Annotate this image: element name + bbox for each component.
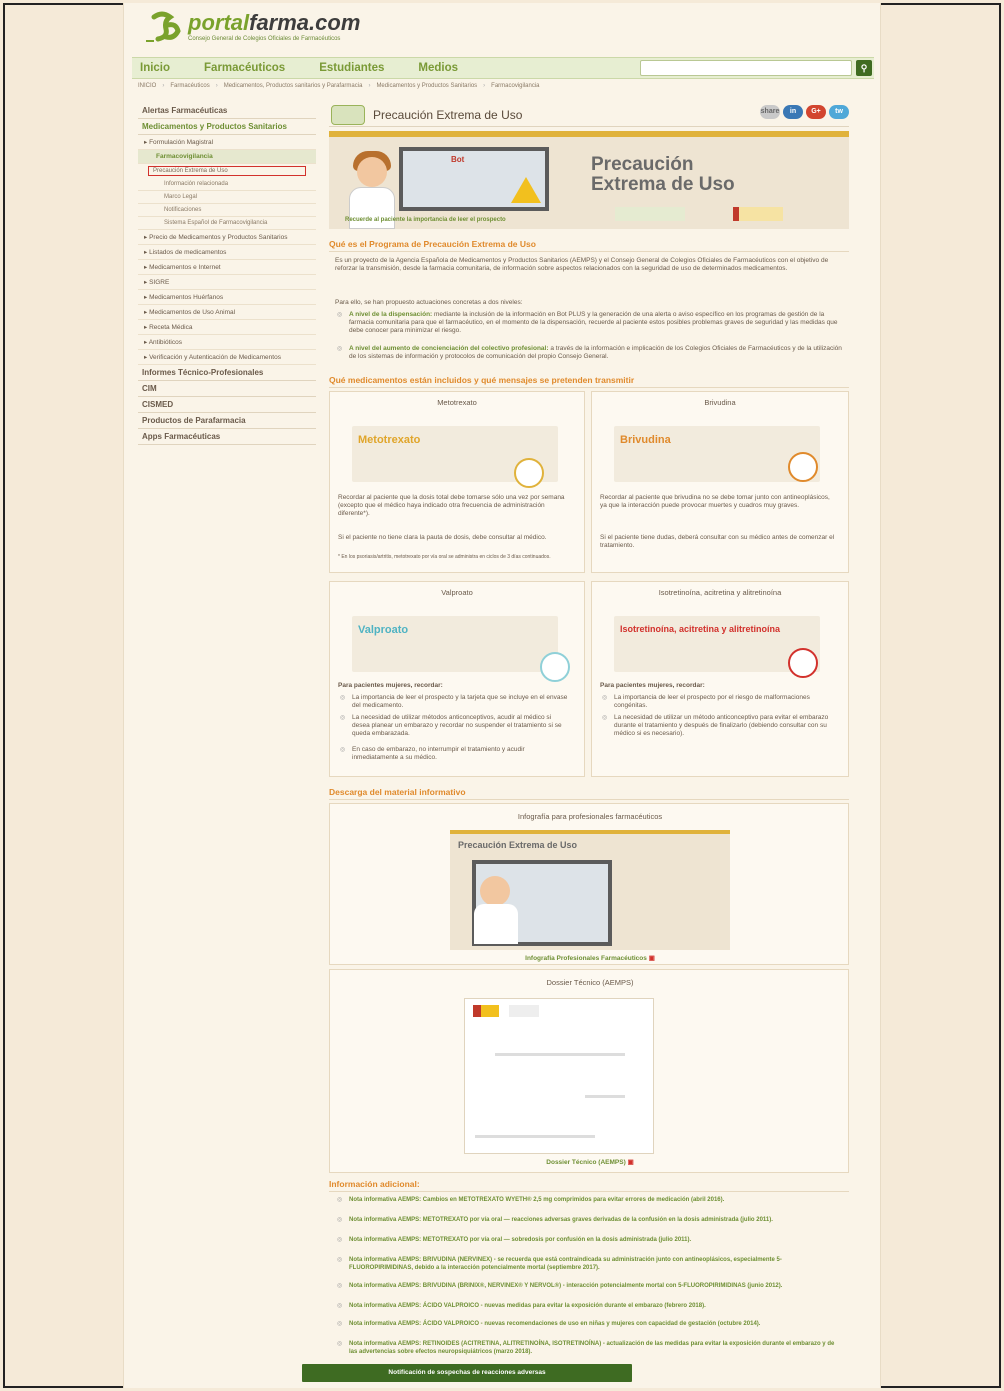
sidebar-heading[interactable]: Informes Técnico-Profesionales xyxy=(138,365,316,381)
social-share xyxy=(760,105,849,119)
sidebar-heading[interactable]: CIM xyxy=(138,381,316,397)
breadcrumb-item[interactable]: INICIO xyxy=(138,83,157,89)
sidebar-item[interactable]: ▸ Medicamentos Huérfanos xyxy=(138,290,316,305)
info-link[interactable]: ◎ Nota informativa AEMPS: ÁCIDO VALPROICO - nuevas recomendaciones de uso en niñas y mujeres con capacidad de gestación (octubre 2014). xyxy=(335,1321,843,1329)
google-plus-icon[interactable]: G+ xyxy=(806,105,826,119)
sidebar-item[interactable]: ▸ Receta Médica xyxy=(138,320,316,335)
warning-icon xyxy=(511,177,541,203)
card-metotrexato: Metotrexato Metotrexato Recordar al paciente que la dosis total debe tomarse sólo una vez por semana (excepto que el médico haya indicado otra frecuencia de administración diferente*). Si el paciente no tiene clara la pauta de dosis, debe consultar al médico. * En los psoriasis/artritis, metotrexato por vía oral se administra en ciclos de 3 días continuados. xyxy=(329,391,585,573)
sidebar-alertas[interactable]: Alertas Farmacéuticas xyxy=(138,103,316,119)
breadcrumb-item[interactable]: Medicamentos y Productos Sanitarios xyxy=(376,83,478,89)
banner-caption: Recuerde al paciente la importancia de leer el prospecto xyxy=(345,217,506,223)
pdf-icon: ▣ xyxy=(648,955,655,962)
card-title: Valproato xyxy=(441,588,473,597)
linkedin-icon[interactable]: in xyxy=(783,105,803,119)
title-row xyxy=(329,103,849,127)
info-link[interactable]: ◎ Nota informativa AEMPS: Cambios en METOTREXATO WYETH® 2,5 mg comprimidos para evitar errores de medicación (abril 2016). xyxy=(335,1197,843,1205)
sidebar-heading[interactable]: Productos de Parafarmacia xyxy=(138,413,316,429)
banner-title: Precaución Extrema de Uso xyxy=(591,154,735,195)
nav-inicio[interactable]: Inicio xyxy=(140,62,171,74)
nav-medios[interactable]: Medios xyxy=(418,62,459,74)
twitter-icon[interactable]: tw xyxy=(829,105,849,119)
card-title: Metotrexato xyxy=(437,398,477,407)
sidebar-medicamentos[interactable]: Medicamentos y Productos Sanitarios xyxy=(138,119,316,135)
card-icon xyxy=(540,652,570,682)
info-link[interactable]: ◎ Nota informativa AEMPS: METOTREXATO por vía oral — reacciones adversas graves derivadas de la confusión en la dosis administrada (julio 2011). xyxy=(335,1217,843,1225)
logo-name: portalfarma.com xyxy=(188,10,361,35)
site-logo[interactable] xyxy=(146,11,360,51)
logo-subtitle: Consejo General de Colegios Oficiales de Farmacéuticos xyxy=(188,36,341,42)
card-title: Brivudina xyxy=(704,398,736,407)
sidebar-item[interactable]: ▸ Precio de Medicamentos y Productos Sanitarios xyxy=(138,230,316,245)
breadcrumb-item[interactable]: Medicamentos, Productos sanitarios y Parafarmacia xyxy=(223,83,363,89)
card-title: Isotretinoína, acitretina y alitretinoína xyxy=(658,588,782,597)
info-link[interactable]: ◎ Nota informativa AEMPS: RETINOIDES (ACITRETINA, ALITRETINOÍNA, ISOTRETINOÍNA) - actualización de las medidas para evitar la exposición durante el embarazo y de las advertencias sobre efectos neuropsiquiátricos (marzo 2018). xyxy=(335,1341,843,1356)
section-heading: Descarga del material informativo xyxy=(329,787,849,800)
nav-estudiantes[interactable]: Estudiantes xyxy=(319,62,385,74)
notify-adverse-reactions-button[interactable]: Notificación de sospechas de reacciones adversas xyxy=(302,1364,632,1382)
sidebar-item[interactable]: ▸ SIGRE xyxy=(138,275,316,290)
intro-paragraph-2: Para ello, se han propuesto actuaciones concretas a dos niveles: xyxy=(335,299,523,306)
sidebar-item[interactable]: ▸ Medicamentos de Uso Animal xyxy=(138,305,316,320)
sidebar-item[interactable]: ▸ Medicamentos e Internet xyxy=(138,260,316,275)
card-valproato: Valproato Valproato Para pacientes mujeres, recordar: ◎ La importancia de leer el prospecto y la tarjeta que se incluye en el envase del medicamento. ◎ La necesidad de utilizar métodos anticonceptivos, acudir al médico si desea planear un embarazo y recordar no suspender el tratamiento si se queda embarazada. ◎ En caso de embarazo, no interrumpir el tratamiento y acudir inmediatamente a su médico. xyxy=(329,581,585,777)
sidebar xyxy=(138,103,316,503)
section-heading: Qué medicamentos están incluidos y qué mensajes se pretenden transmitir xyxy=(329,375,849,388)
nav-farmaceuticos[interactable]: Farmacéuticos xyxy=(204,62,286,74)
sidebar-current-page[interactable]: Precaución Extrema de Uso xyxy=(148,166,306,176)
sidebar-heading[interactable]: Apps Farmacéuticas xyxy=(138,429,316,445)
card-icon xyxy=(788,648,818,678)
cgcof-logo xyxy=(615,207,685,221)
search-icon: ⚲ xyxy=(860,63,868,73)
page-title: Precaución Extrema de Uso xyxy=(373,108,523,122)
download-title: Infografía para profesionales farmacéuticos xyxy=(517,812,663,821)
search-input[interactable] xyxy=(640,60,852,76)
card-brivudina: Brivudina Brivudina Recordar al paciente que brivudina no se debe tomar junto con antineoplásicos, ya que la interacción puede provocar muertes y cuadros muy graves. Si el paciente tiene dudas, deberá consultar con su médico antes de comenzar el tratamiento. xyxy=(591,391,849,573)
download-link[interactable]: Dossier Técnico (AEMPS) ▣ xyxy=(546,1159,634,1166)
logo-mark-icon xyxy=(146,11,184,47)
sidebar-sub-item[interactable]: Información relacionada xyxy=(138,178,316,191)
page xyxy=(123,3,881,1388)
share-icon[interactable]: share xyxy=(760,105,780,119)
sidebar-sub-item[interactable]: Notificaciones xyxy=(138,204,316,217)
intro-paragraph: Es un proyecto de la Agencia Española de Medicamentos y Productos Sanitarios (AEMPS) y el Consejo General de Colegios Oficiales de Farmacéuticos con el objetivo de reforzar la transmisión, desde la farmacia comunitaria, de información sobre aspectos relacionados con la seguridad de uso de determinados medicamentos. xyxy=(335,257,829,272)
download-title: Dossier Técnico (AEMPS) xyxy=(546,978,634,987)
sidebar-formulacion[interactable]: ▸ Formulación Magistral xyxy=(138,135,316,150)
bullet-dispensacion: ◎ A nivel de la dispensación: mediante la inclusión de la información en Bot PLUS y la generación de una alerta o aviso específico en los programas de gestión de la farmacia comunitaria para que el farmacéutico, en el momento de la dispensación, recuerde al paciente estos posibles problemas graves de seguridad y las medidas que debe conocer para minimizar el riesgo. xyxy=(335,311,843,335)
search-button[interactable] xyxy=(856,60,872,76)
sidebar-item[interactable]: ▸ Verificación y Autenticación de Medicamentos xyxy=(138,350,316,365)
sidebar-item[interactable]: ▸ Antibióticos xyxy=(138,335,316,350)
download-infografia xyxy=(329,803,849,965)
screen-illustration: Bot xyxy=(399,147,549,211)
sidebar-sub-item[interactable]: Sistema Español de Farmacovigilancia xyxy=(138,217,316,230)
hero-banner xyxy=(329,131,849,229)
section-heading: Información adicional: xyxy=(329,1179,849,1192)
info-link[interactable]: ◎ Nota informativa AEMPS: BRIVUDINA (NERVINEX) - se recuerda que está contraindicada su administración junto con antineoplásicos, especialmente 5-FLUOROPIRIMIDINAS, debido a la interacción potencialmente mortal (septiembre 2017). xyxy=(335,1257,843,1272)
card-isotretinoina: Isotretinoína, acitretina y alitretinoína Isotretinoína, acitretina y alitretinoína Para pacientes mujeres, recordar: ◎ La importancia de leer el prospecto por el riesgo de malformaciones congénitas. ◎ La necesidad de utilizar un método anticonceptivo para evitar el embarazo durante el tratamiento y después de finalizarlo (debiendo consultar con su médico si es necesario). xyxy=(591,581,849,777)
sidebar-heading[interactable]: CISMED xyxy=(138,397,316,413)
sidebar-item[interactable]: ▸ Listados de medicamentos xyxy=(138,245,316,260)
sidebar-sub-item[interactable]: Marco Legal xyxy=(138,191,316,204)
dossier-thumbnail[interactable] xyxy=(464,998,654,1154)
breadcrumb-item[interactable]: Farmacovigilancia xyxy=(491,83,540,89)
infografia-thumbnail[interactable]: Precaución Extrema de Uso xyxy=(450,830,730,950)
breadcrumb: INICIO › Farmacéuticos › Medicamentos, Productos sanitarios y Parafarmacia › Medicamentos y Productos Sanitarios › Farmacovigilancia xyxy=(138,83,540,89)
info-link[interactable]: ◎ Nota informativa AEMPS: BRIVUDINA (BRINIX®, NERVINEX® Y NERVOL®) - interacción potencialmente mortal con 5-FLUOROPIRIMIDINAS (junio 2012). xyxy=(335,1283,843,1291)
calendar-icon xyxy=(514,458,544,488)
info-link[interactable]: ◎ Nota informativa AEMPS: METOTREXATO por vía oral — sobredosis por confusión en la dosis administrada (julio 2011). xyxy=(335,1237,843,1245)
section-heading: Qué es el Programa de Precaución Extrema de Uso xyxy=(329,239,849,252)
sidebar-farmacovigilancia[interactable]: Farmacovigilancia xyxy=(138,150,316,164)
info-link[interactable]: ◎ Nota informativa AEMPS: ÁCIDO VALPROICO - nuevas medidas para evitar la exposición durante el embarazo (febrero 2018). xyxy=(335,1303,843,1311)
pill-icon xyxy=(331,105,365,125)
download-link[interactable]: Infografía Profesionales Farmacéuticos ▣ xyxy=(525,955,655,962)
main-nav xyxy=(132,57,874,79)
pdf-icon: ▣ xyxy=(627,1159,634,1166)
aemps-logo xyxy=(733,207,783,221)
molecule-icon xyxy=(788,452,818,482)
bullet-concienciacion: ◎ A nivel del aumento de concienciación del colectivo profesional: a través de la información e implicación de los Colegios Oficiales de Farmacéuticos y de la utilización de los sistemas de información y protocolos de comunicación del propio Consejo General. xyxy=(335,345,843,361)
download-dossier xyxy=(329,969,849,1173)
breadcrumb-item[interactable]: Farmacéuticos xyxy=(170,83,210,89)
